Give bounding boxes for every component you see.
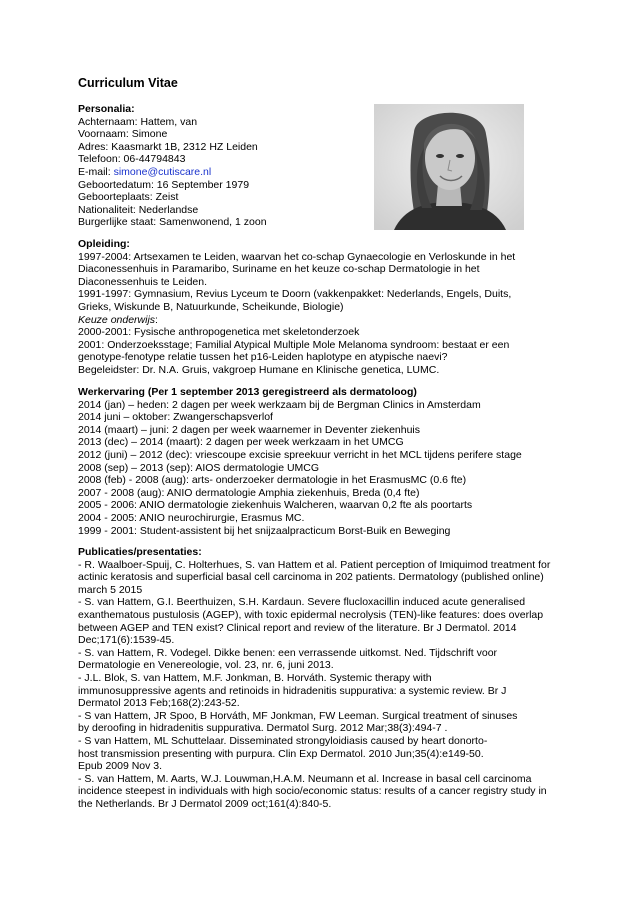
werk-line: 2014 juni – oktober: Zwangerschapsverlof (78, 411, 273, 424)
publicatie-line: exanthematous pustulosis (AGEP), with toxic epidermal necrolysis (TEN)-like features: does overlap (78, 608, 544, 621)
publicatie-line: the Netherlands. Br J Dermatol 2009 oct;161(4):840-5. (78, 797, 332, 810)
keuze-line: 2001: Onderzoeksstage; Familial Atypical Multiple Mole Melanoma syndroom: bestaat er een (78, 338, 510, 351)
publicatie-line: actinic keratosis and superficial basal cell carcinoma in 202 patients. Dermatology (published online) (78, 571, 544, 584)
opleiding-line: 1997-2004: Artsexamen te Leiden, waarvan het co-schap Gynaecologie en Verloskunde in het (78, 250, 516, 263)
werk-line: 2014 (jan) – heden: 2 dagen per week werkzaam bij de Bergman Clinics in Amsterdam (78, 398, 481, 411)
opleiding-heading: Opleiding: (78, 238, 130, 250)
werk-line: 2012 (juni) – 2012 (dec): vriescoupe excisie spreekuur verricht in het MCL tijdens perifere stage (78, 448, 522, 461)
publicatie-line: - S van Hattem, ML Schuttelaar. Disseminated strongyloidiasis caused by heart donorto- (78, 734, 488, 747)
keuze-onderwijs-label (78, 314, 568, 327)
achternaam: Achternaam: Hattem, van (78, 115, 198, 128)
opleiding-line: Diaconessenhuis te Leiden. (78, 275, 208, 288)
werk-line: 2004 - 2005: ANIO neurochirurgie, Erasmus MC. (78, 511, 305, 524)
publicatie-line: Dermatologie en Venereologie, vol. 23, nr. 6, juni 2013. (78, 659, 334, 672)
personalia-section (78, 103, 568, 229)
keuze-line: genotype-fenotype relatie tussen het p16-Leiden haplotype en atypische naevi? (78, 351, 448, 364)
werk-line: 2008 (feb) - 2008 (aug): arts- onderzoeker dermatologie in het ErasmusMC (0.6 fte) (78, 474, 467, 487)
publicatie-line: incidence steepest in individuals with high socio/economic status: results of a cancer registry study in (78, 785, 547, 798)
publicatie-line: Dermatol 2013 Feb;168(2):243-52. (78, 697, 240, 710)
publicatie-line: - S. van Hattem, G.I. Beerthuizen, S.H. Kardaun. Severe flucloxacillin induced acute generalised (78, 596, 526, 609)
werk-line: 1999 - 2001: Student-assistent bij het snijzaalpracticum Borst-Buik en Beweging (78, 524, 451, 537)
publicatie-line: host transmission presenting with purpura. Clin Exp Dermatol. 2010 Jun;35(4):e149-50. (78, 747, 484, 760)
publicatie-line: - S van Hattem, JR Spoo, B Horváth, MF Jonkman, FW Leeman. Surgical treatment of sinuses (78, 709, 518, 722)
adres: Adres: Kaasmarkt 1B, 2312 HZ Leiden (78, 140, 258, 153)
werkervaring-section (78, 386, 568, 537)
voornaam: Voornaam: Simone (78, 128, 168, 141)
publicaties-heading: Publicaties/presentaties: (78, 546, 202, 558)
publicatie-line: Dec;171(6):1539-45. (78, 634, 175, 647)
opleiding-line: Grieks, Wiskunde B, Natuurkunde, Scheikunde, Biologie) (78, 300, 344, 313)
publicatie-line: immunosuppressive agents and retinoids in hidradenitis suppurativa: a systemic review. Br J (78, 684, 507, 697)
geboorteplaats: Geboorteplaats: Zeist (78, 191, 179, 204)
publicatie-line: between AGEP and TEN exist? Clinical report and review of the literature. Br J Dermatol. 2014 (78, 621, 517, 634)
personalia-heading: Personalia: (78, 103, 135, 115)
email-line (78, 166, 568, 179)
email-link[interactable]: simone@cutiscare.nl (113, 165, 212, 178)
keuze-line: 2000-2001: Fysische anthropogenetica met skeletonderzoek (78, 326, 360, 339)
publicatie-line: by deroofing in hidradenitis suppurativa. Dermatol Surg. 2012 Mar;38(3):494-7 . (78, 722, 448, 735)
werk-line: 2007 - 2008 (aug): ANIO dermatologie Amphia ziekenhuis, Breda (0,4 fte) (78, 486, 420, 499)
nationaliteit: Nationaliteit: Nederlandse (78, 203, 199, 216)
werk-line: 2013 (dec) – 2014 (maart): 2 dagen per week werkzaam in het UMCG (78, 436, 404, 449)
email-label: E-mail: (78, 165, 114, 178)
publicatie-line: - S. van Hattem, R. Vodegel. Dikke benen: een verrassende uitkomst. Ned. Tijdschrift voor (78, 646, 498, 659)
publicaties-section (78, 546, 568, 810)
opleiding-section (78, 238, 568, 377)
geboortedatum: Geboortedatum: 16 September 1979 (78, 178, 250, 191)
publicatie-line: march 5 2015 (78, 583, 143, 596)
burgerlijke-staat: Burgerlijke staat: Samenwonend, 1 zoon (78, 216, 267, 229)
publicatie-line: Epub 2009 Nov 3. (78, 760, 163, 773)
werk-line: 2008 (sep) – 2013 (sep): AIOS dermatologie UMCG (78, 461, 320, 474)
publicatie-line: - R. Waalboer-Spuij, C. Holterhues, S. van Hattem et al. Patient perception of Imiquimod treatment for (78, 558, 551, 571)
telefoon: Telefoon: 06-44794843 (78, 153, 186, 166)
werk-line: 2005 - 2006: ANIO dermatologie ziekenhuis Walcheren, waarvan 0,2 fte als poortarts (78, 499, 473, 512)
publicatie-line: - J.L. Blok, S. van Hattem, M.F. Jonkman, B. Horváth. Systemic therapy with (78, 671, 432, 684)
werkervaring-heading: Werkervaring (Per 1 september 2013 geregistreerd als dermatoloog) (78, 386, 417, 398)
document-title: Curriculum Vitae (78, 76, 178, 90)
publicatie-line: - S. van Hattem, M. Aarts, W.J. Louwman,H.A.M. Neumann et al. Increase in basal cell carcinoma (78, 772, 532, 785)
keuze-onderwijs-title: Keuze onderwijs (78, 313, 156, 326)
opleiding-line: 1991-1997: Gymnasium, Revius Lyceum te Doorn (vakkenpakket: Nederlands, Engels, Duits, (78, 288, 512, 301)
opleiding-line: Diaconessenhuis in Paramaribo, Suriname en het keuze co-schap Dermatologie in het (78, 263, 480, 276)
keuze-colon: : (155, 313, 158, 326)
keuze-line: Begeleidster: Dr. N.A. Gruis, vakgroep Humane en Klinische genetica, LUMC. (78, 363, 440, 376)
werk-line: 2014 (maart) – juni: 2 dagen per week waarnemer in Deventer ziekenhuis (78, 423, 421, 436)
